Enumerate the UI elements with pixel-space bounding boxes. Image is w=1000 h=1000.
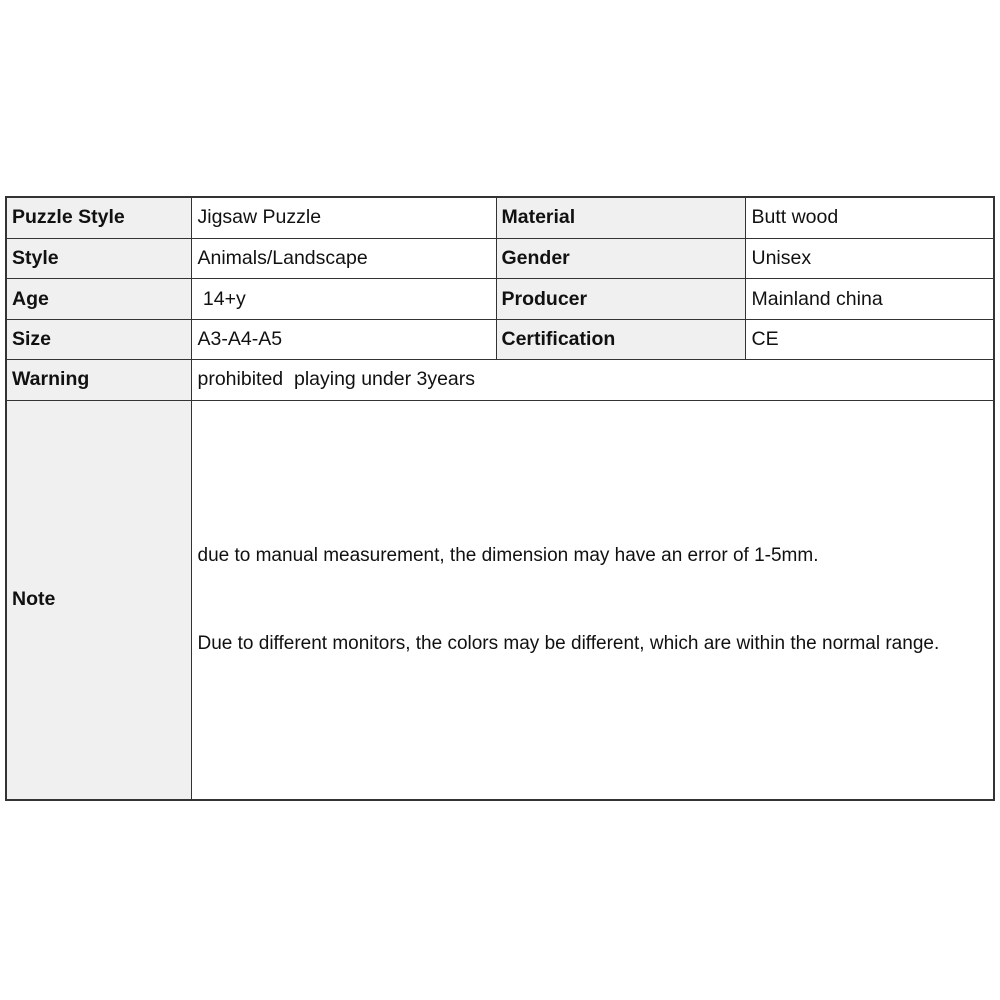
spec-value-age: 14+y bbox=[191, 279, 496, 319]
spec-value-size: A3-A4-A5 bbox=[191, 319, 496, 359]
note-line-2: Due to different monitors, the colors may be different, which are within the normal range. bbox=[197, 633, 940, 655]
spec-row-note bbox=[6, 400, 994, 800]
spec-label-warning: Warning bbox=[6, 360, 191, 400]
spec-label-size: Size bbox=[6, 319, 191, 359]
spec-label-puzzle-style: Puzzle Style bbox=[6, 197, 191, 238]
spec-label-material: Material bbox=[496, 197, 745, 238]
spec-row-style-gender bbox=[6, 238, 994, 278]
spec-label-producer: Producer bbox=[496, 279, 745, 319]
spec-label-age: Age bbox=[6, 279, 191, 319]
spec-value-material: Butt wood bbox=[745, 197, 994, 238]
spec-value-note bbox=[191, 400, 994, 800]
spec-label-gender: Gender bbox=[496, 238, 745, 278]
spec-label-style: Style bbox=[6, 238, 191, 278]
spec-value-style: Animals/Landscape bbox=[191, 238, 496, 278]
spec-row-warning bbox=[6, 360, 994, 400]
note-line-1: due to manual measurement, the dimension may have an error of 1-5mm. bbox=[197, 544, 819, 566]
spec-value-warning: prohibited playing under 3years bbox=[191, 360, 994, 400]
spec-label-note: Note bbox=[6, 400, 191, 800]
spec-row-size-certification bbox=[6, 319, 994, 359]
spec-value-gender: Unisex bbox=[745, 238, 994, 278]
spec-value-certification: CE bbox=[745, 319, 994, 359]
spec-value-producer: Mainland china bbox=[745, 279, 994, 319]
spec-row-age-producer bbox=[6, 279, 994, 319]
spec-value-puzzle-style: Jigsaw Puzzle bbox=[191, 197, 496, 238]
product-spec-table bbox=[5, 196, 995, 801]
spec-label-certification: Certification bbox=[496, 319, 745, 359]
spec-row-puzzle-style-material bbox=[6, 197, 994, 238]
